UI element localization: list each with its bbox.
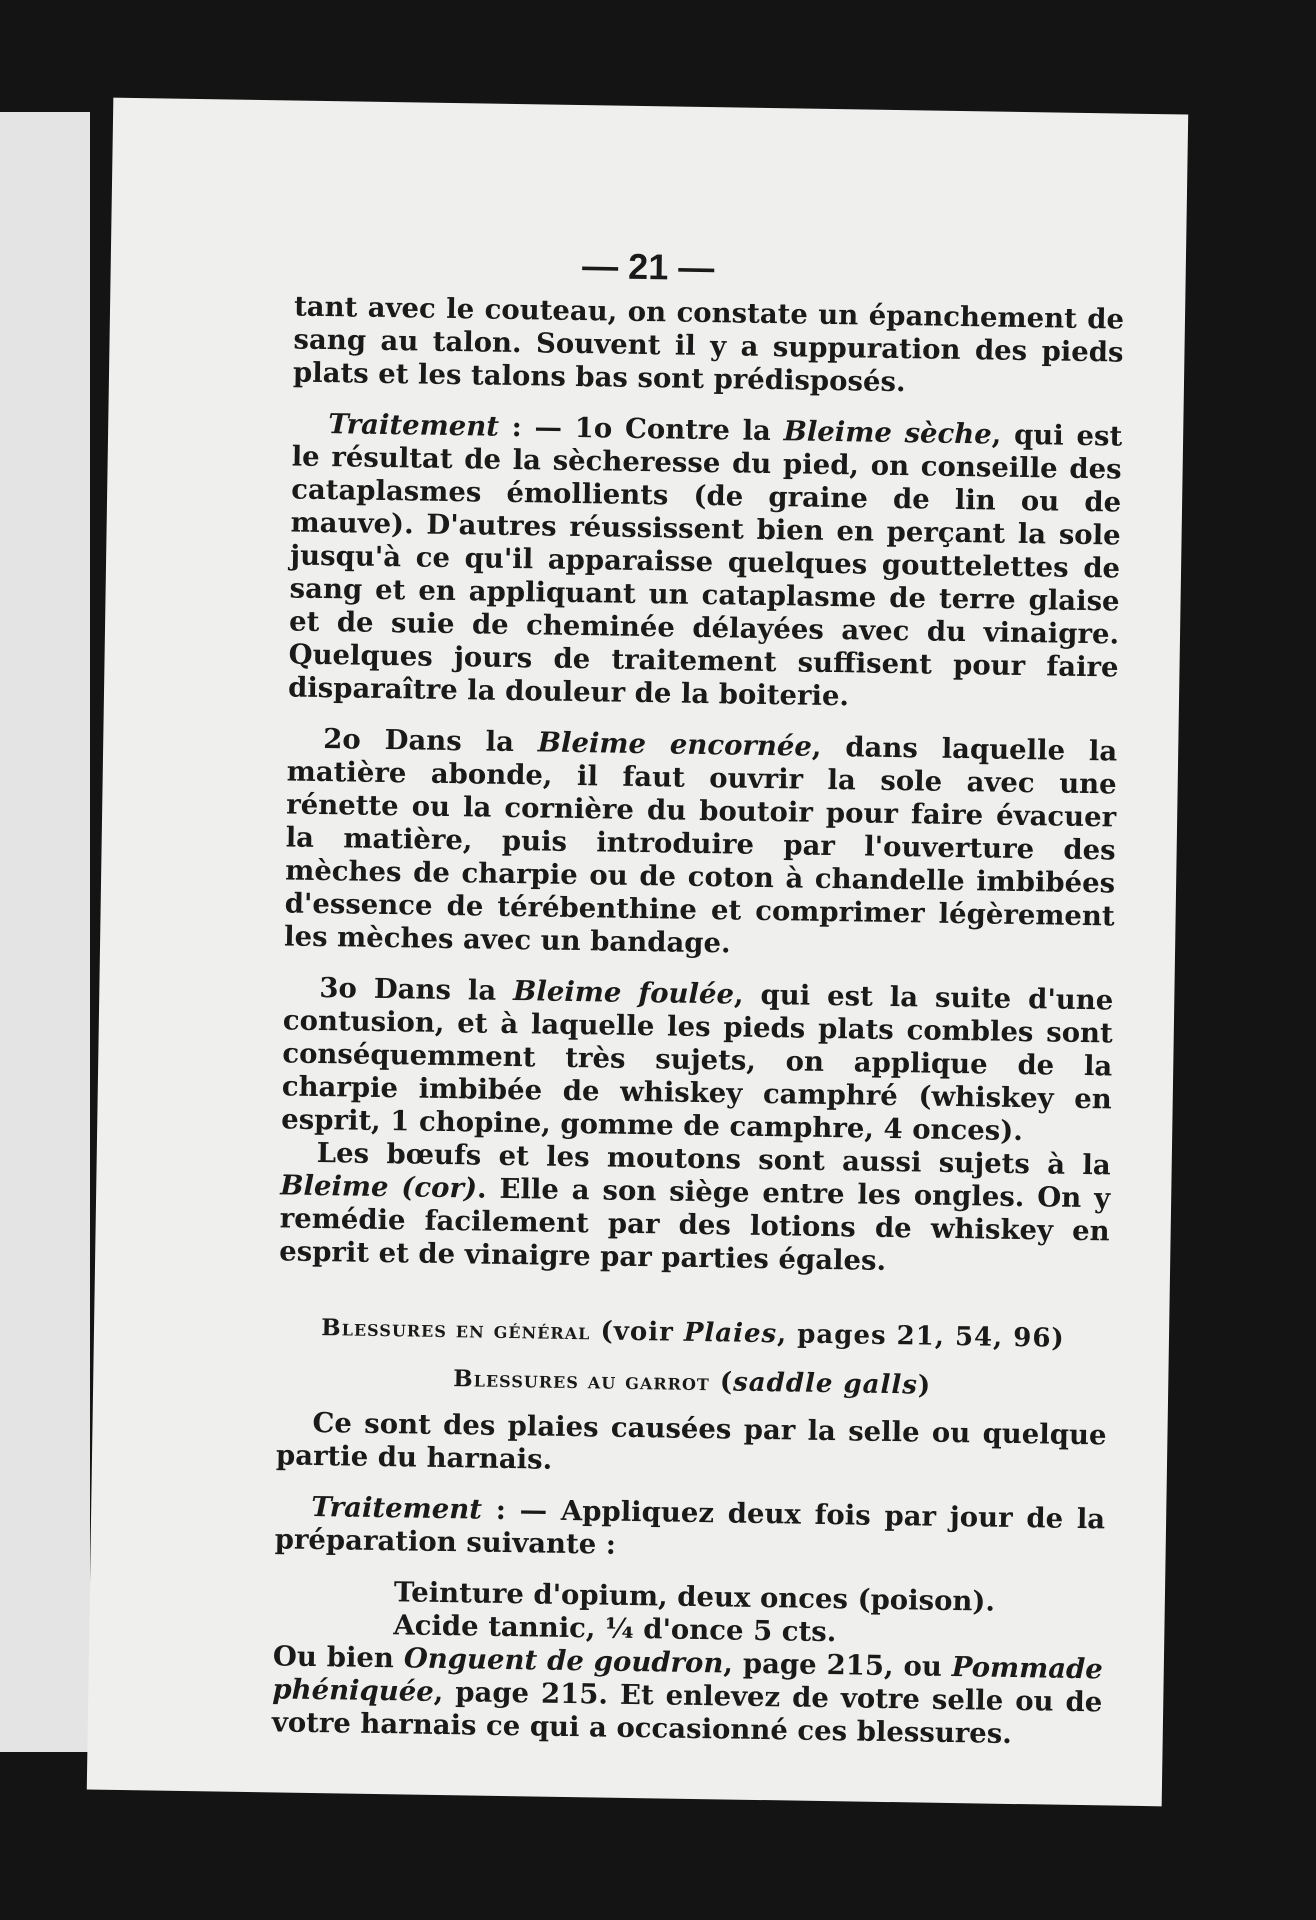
text-span: : — Appliquez deux fois par jour de la préparation suivante :: [274, 1493, 1106, 1561]
adjacent-page-edge: [0, 112, 90, 1752]
text-span: , qui est la suite d'une contusion, et à laquelle les pieds plats combles sont conséquemment très sujets, on applique de la charpie imbibée de whiskey camphré (whiskey en esprit, 1 chopine, gomme de camphre, 4 onces).: [281, 978, 1114, 1148]
text-span: , qui est le résultat de la sècheresse du pied, on conseille des cataplasmes émollients (de graine de lin ou de mauve). D'autres réussissent bien en perçant la sole jusqu'à ce qu'il apparaisse quelques gouttelettes de sang et en appliquant un cataplasme de terre glaise et de suie de cheminée délayées avec du vinaigre. Quelques jours de traitement suffisent pour faire disparaître la douleur de la boiterie.: [287, 418, 1123, 713]
paragraph-bleime-foulee: [281, 971, 1113, 1149]
paragraph-traitement-1: [288, 408, 1123, 718]
page-body: [272, 291, 1125, 1753]
term-bleime-foulee: Bleime foulée: [512, 975, 735, 1011]
paragraph-boeufs-moutons: [279, 1136, 1111, 1281]
paragraph-plaies-selle: [276, 1406, 1107, 1485]
heading-text: (: [709, 1367, 734, 1398]
heading-text: (voir: [590, 1316, 685, 1348]
paragraph-bleime-encornee: [284, 722, 1118, 966]
label-traitement: Traitement: [328, 408, 500, 443]
paragraph-traitement-2: [274, 1490, 1105, 1569]
term-pommade-pheniquee: Pommade phéniquée: [272, 1651, 1104, 1708]
heading-caps: Blessures en général: [321, 1314, 591, 1346]
text-span: . Elle a son siège entre les ongles. On y remédie facilement par des lotions de whiskey en esprit et de vinaigre par parties égales.: [279, 1172, 1111, 1277]
text-span: 3o Dans la: [319, 972, 514, 1008]
text-span: : — 1o Contre la: [498, 410, 784, 448]
paragraph-ou-bien: [272, 1640, 1103, 1752]
text-span: 2o Dans la: [323, 723, 539, 759]
term-bleime-encornee: Bleime encornée: [537, 726, 813, 763]
paragraph-1: [293, 291, 1124, 403]
term-bleime-seche: Bleime sèche: [783, 415, 993, 451]
page-number: — 21 —: [581, 245, 715, 289]
heading-italic: Plaies: [683, 1317, 778, 1350]
heading-caps: Blessures au garrot: [453, 1365, 711, 1397]
text-span: , dans laquelle la matière abonde, il faut ouvrir la sole avec une rénette ou la cornière du boutoir pour faire évacuer la matière, puis introduire par l'ouverture des mèches de charpie ou de coton à chandelle imbibées d'essence de térébenthine et comprimer légèrement les mèches avec un bandage.: [283, 730, 1118, 960]
paragraph-1-text: tant avec le couteau, on constate un épanchement de sang au talon. Souvent il y a suppuration des pieds plats et les talons bas sont prédisposés.: [292, 290, 1125, 399]
label-traitement: Traitement: [310, 1490, 483, 1526]
term-bleime-cor: Bleime (cor): [280, 1169, 478, 1205]
text-span: Ce sont des plaies causées par la selle ou quelque partie du harnais.: [275, 1406, 1107, 1476]
heading-italic: saddle galls: [732, 1367, 919, 1401]
heading-text: , pages 21, 54, 96): [776, 1319, 1065, 1354]
term-onguent-goudron: Onguent de goudron: [403, 1642, 724, 1680]
heading-blessures-garrot: [277, 1359, 1107, 1405]
text-span: Les bœufs et les moutons sont aussi sujets à la: [316, 1136, 1111, 1182]
heading-text: ): [917, 1370, 932, 1401]
heading-blessures-general: [278, 1310, 1108, 1356]
book-page: [87, 98, 1188, 1807]
text-span: , page 215, ou: [723, 1647, 953, 1684]
recipe-line: Teinture d'opium, deux onces (poison).: [393, 1576, 996, 1618]
text-span: Ou bien: [272, 1640, 405, 1675]
recipe-line: Acide tannic, ¼ d'once 5 cts.: [393, 1609, 837, 1649]
text-span: , page 215. Et enlevez de votre selle ou de votre harnais ce qui a occasionné ces blessures.: [271, 1675, 1103, 1750]
